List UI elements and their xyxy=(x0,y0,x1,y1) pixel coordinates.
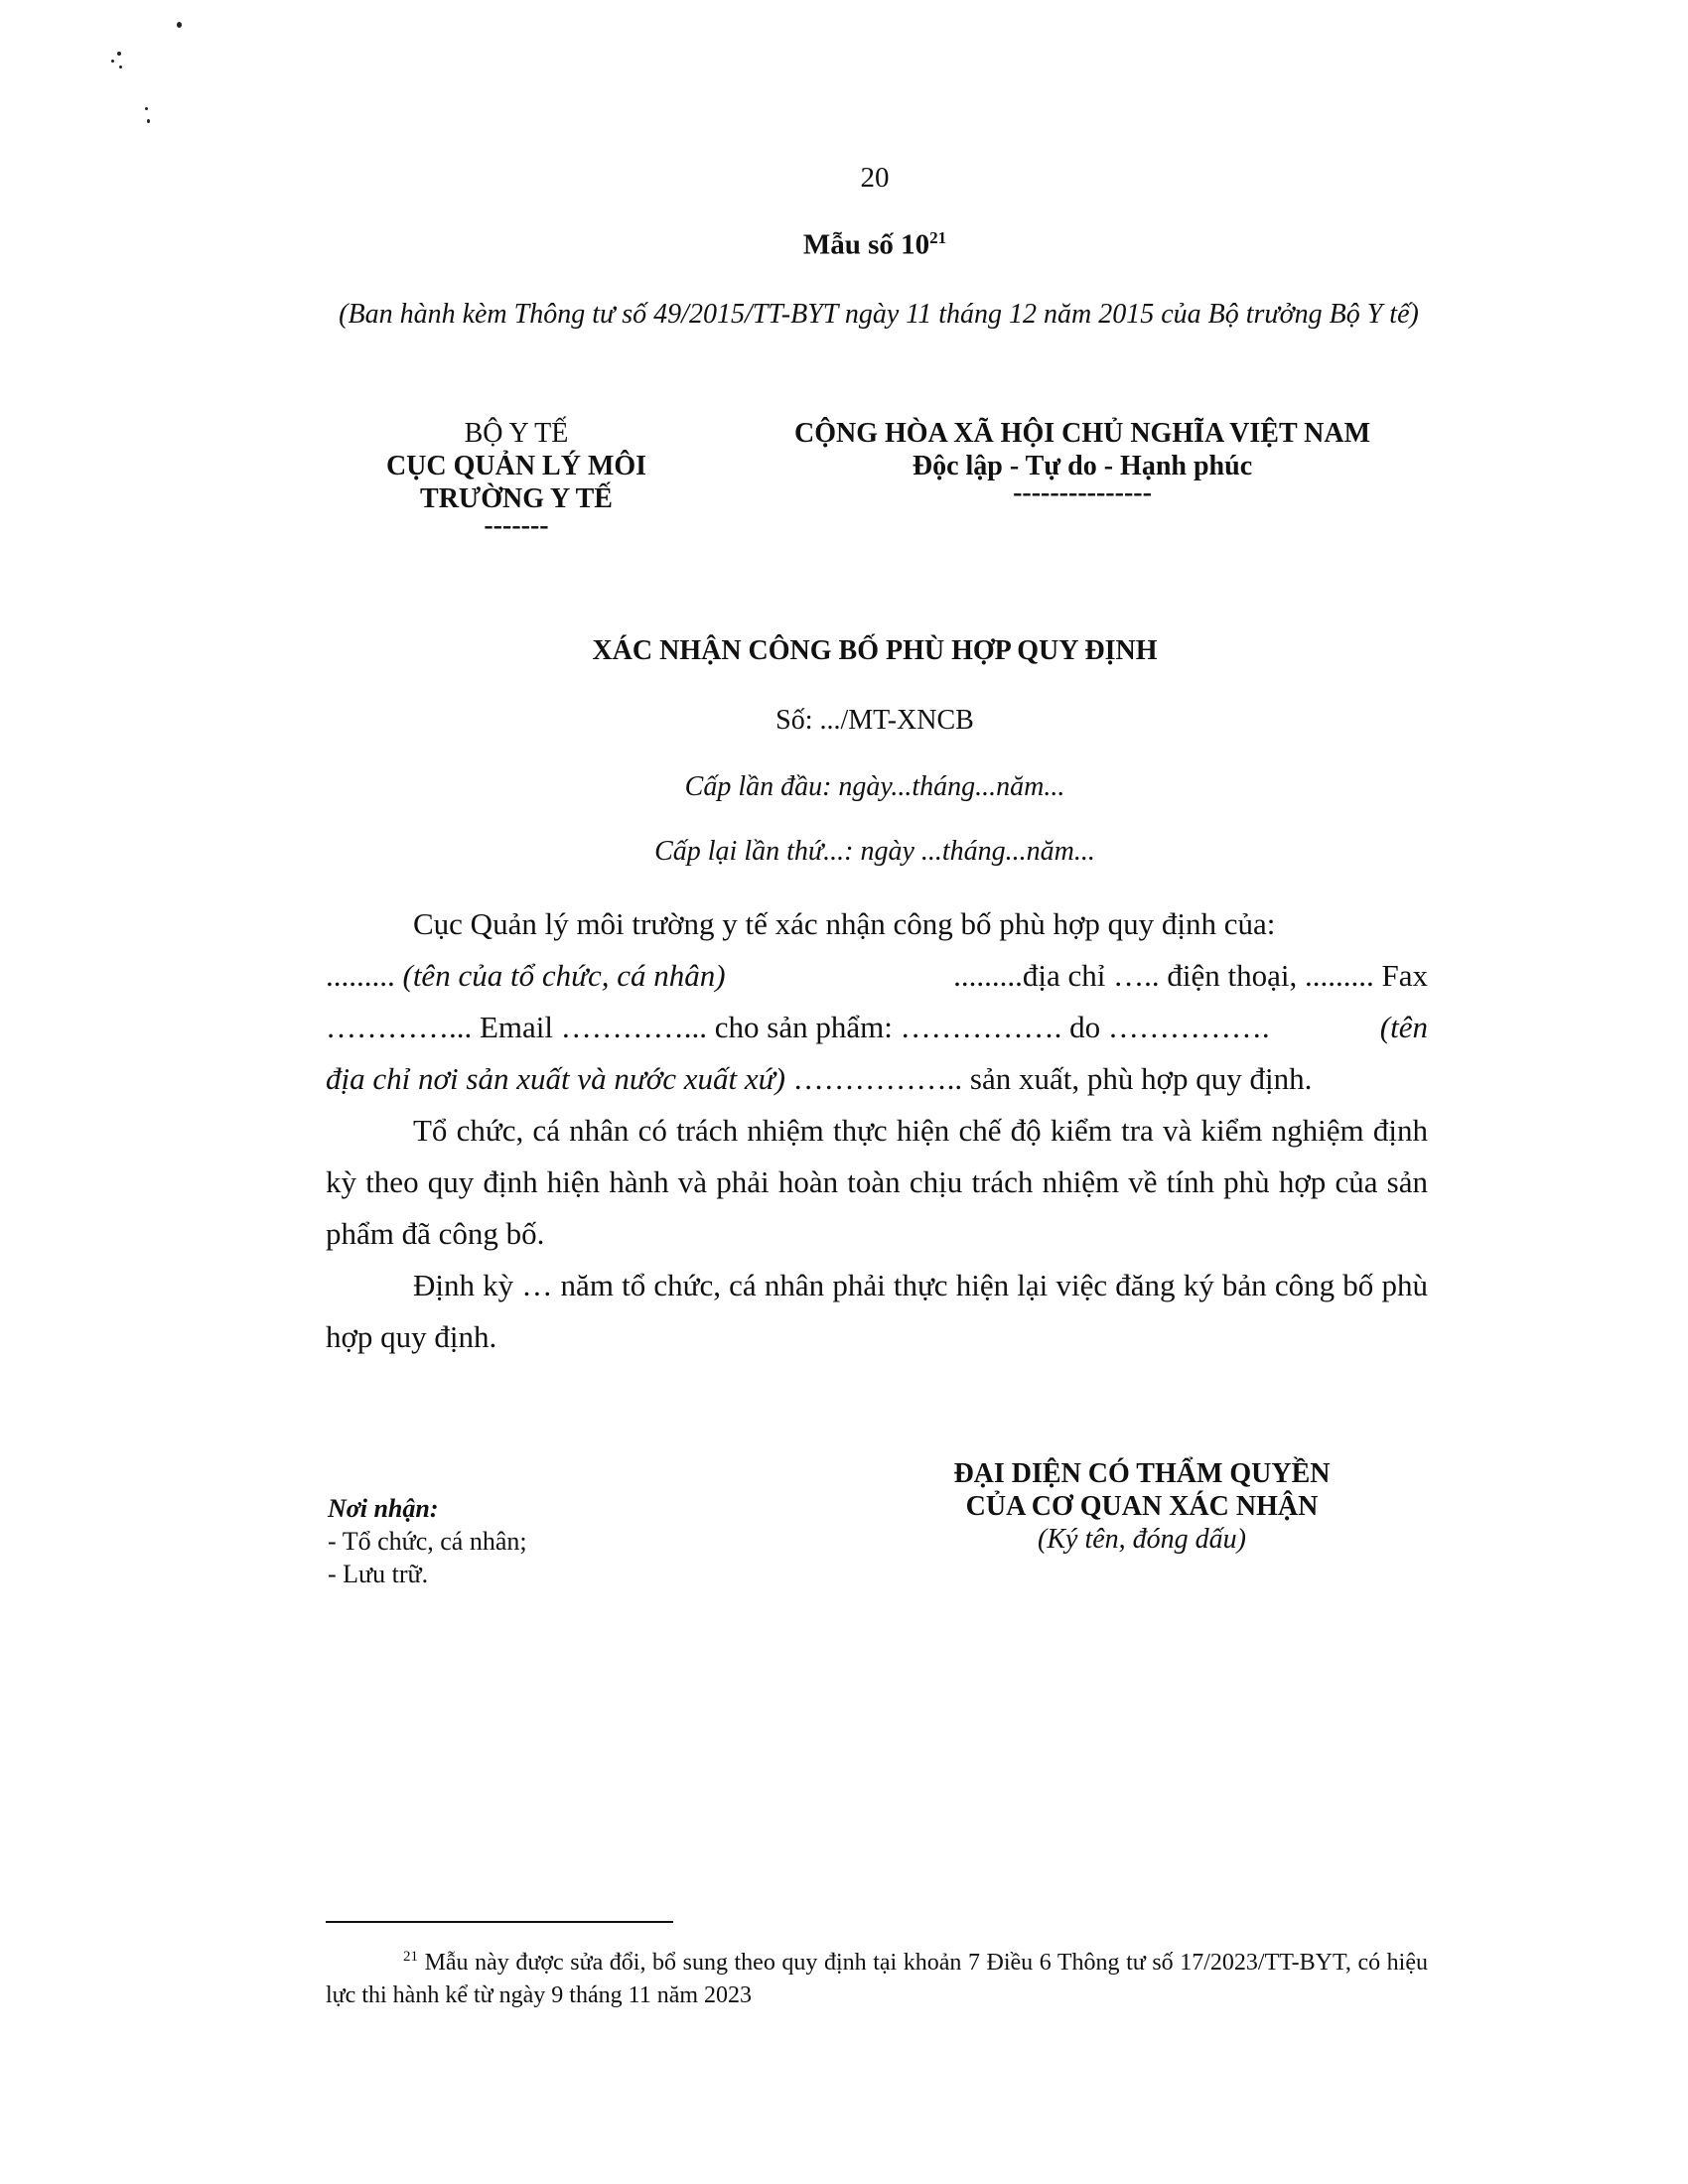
recipient-item: - Lưu trữ. xyxy=(328,1560,429,1588)
address-hint-end: địa chỉ nơi sản xuất và nước xuất xứ) xyxy=(326,1061,785,1096)
document-number: Số: .../MT-XNCB xyxy=(775,705,974,736)
scan-speck xyxy=(145,107,148,110)
signer-title-line2: CỦA CƠ QUAN XÁC NHẬN xyxy=(965,1491,1319,1522)
email-product-placeholders: …………... Email …………... cho sản phẩm: ……………. do ……………. xyxy=(326,1010,1270,1044)
recipients-heading: Nơi nhận: xyxy=(328,1494,439,1523)
footnote-text: Mẫu này được sửa đổi, bổ sung theo quy định tại khoản 7 Điều 6 Thông tư số 17/2023/TT-BYT, có hiệu lực thi hành kể từ ngày 9 tháng 11 năm 2023 xyxy=(326,1950,1428,2008)
scan-speck xyxy=(111,60,114,63)
contact-placeholders: .........địa chỉ ….. điện thoại, ......... Fax xyxy=(953,958,1428,993)
signer-title-line1: ĐẠI DIỆN CÓ THẨM QUYỀN xyxy=(953,1458,1331,1489)
body-text xyxy=(326,898,1428,1363)
paragraph-responsibility: Tổ chức, cá nhân có trách nhiệm thực hiện chế độ kiểm tra và kiểm nghiệm định kỳ theo quy định hiện hành và phải hoàn toàn chịu trách nhiệm về tính phù hợp của sản phẩm đã công bố. xyxy=(326,1113,1428,1251)
national-divider: --------------- xyxy=(1013,478,1152,508)
page-number: 20 xyxy=(860,162,890,194)
signature-block xyxy=(834,1457,1450,1556)
paragraph-intro-line2 xyxy=(326,950,1428,1002)
org-placeholder-dots: ......... xyxy=(326,958,403,993)
country-name: CỘNG HÒA XÃ HỘI CHỦ NGHĨA VIỆT NAM xyxy=(793,418,1371,449)
manufacture-clause: …………….. sản xuất, phù hợp quy định. xyxy=(784,1061,1313,1096)
national-header xyxy=(735,417,1430,508)
footnote-separator xyxy=(326,1921,673,1923)
scan-speck xyxy=(147,119,150,123)
signer-note: (Ký tên, đóng dấu) xyxy=(1038,1524,1246,1555)
document-title: XÁC NHẬN CÔNG BỐ PHÙ HỢP QUY ĐỊNH xyxy=(592,635,1158,666)
reissue-date: Cấp lại lần thứ...: ngày ...tháng...năm... xyxy=(654,836,1095,867)
scan-speck xyxy=(177,22,182,28)
scan-speck xyxy=(117,52,121,56)
address-hint-start: (tên xyxy=(1379,1010,1428,1044)
ministry-name: BỘ Y TẾ xyxy=(464,418,569,449)
form-number xyxy=(0,228,1688,262)
agency-divider: ------- xyxy=(484,510,549,541)
national-motto: Độc lập - Tự do - Hạnh phúc xyxy=(912,451,1253,481)
issued-note: (Ban hành kèm Thông tư số 49/2015/TT-BYT ngày 11 tháng 12 năm 2015 của Bộ trưởng Bộ Y tế) xyxy=(339,299,1419,330)
paragraph-intro-line4 xyxy=(326,1053,1428,1105)
scan-speck xyxy=(119,66,122,68)
paragraph-renewal: Định kỳ … năm tổ chức, cá nhân phải thực hiện lại việc đăng ký bản công bố phù hợp quy định. xyxy=(326,1268,1428,1354)
issuing-agency-block xyxy=(328,417,705,541)
department-name-line2: TRƯỜNG Y TẾ xyxy=(420,483,613,514)
department-name-line1: CỤC QUẢN LÝ MÔI xyxy=(385,451,647,481)
footnote-reference: 21 xyxy=(929,228,947,247)
footnote-marker: 21 xyxy=(403,1949,418,1965)
recipient-item: - Tổ chức, cá nhân; xyxy=(328,1527,527,1556)
paragraph-intro-line1: Cục Quản lý môi trường y tế xác nhận công bố phù hợp quy định của: xyxy=(413,906,1276,941)
recipients-block xyxy=(328,1492,745,1590)
footnote xyxy=(326,1941,1428,2012)
org-name-placeholder: (tên của tổ chức, cá nhân) xyxy=(402,958,726,993)
paragraph-intro-line3 xyxy=(326,1002,1428,1053)
first-issue-date: Cấp lần đầu: ngày...tháng...năm... xyxy=(684,771,1065,802)
form-label: Mẫu số 10 xyxy=(802,228,930,261)
